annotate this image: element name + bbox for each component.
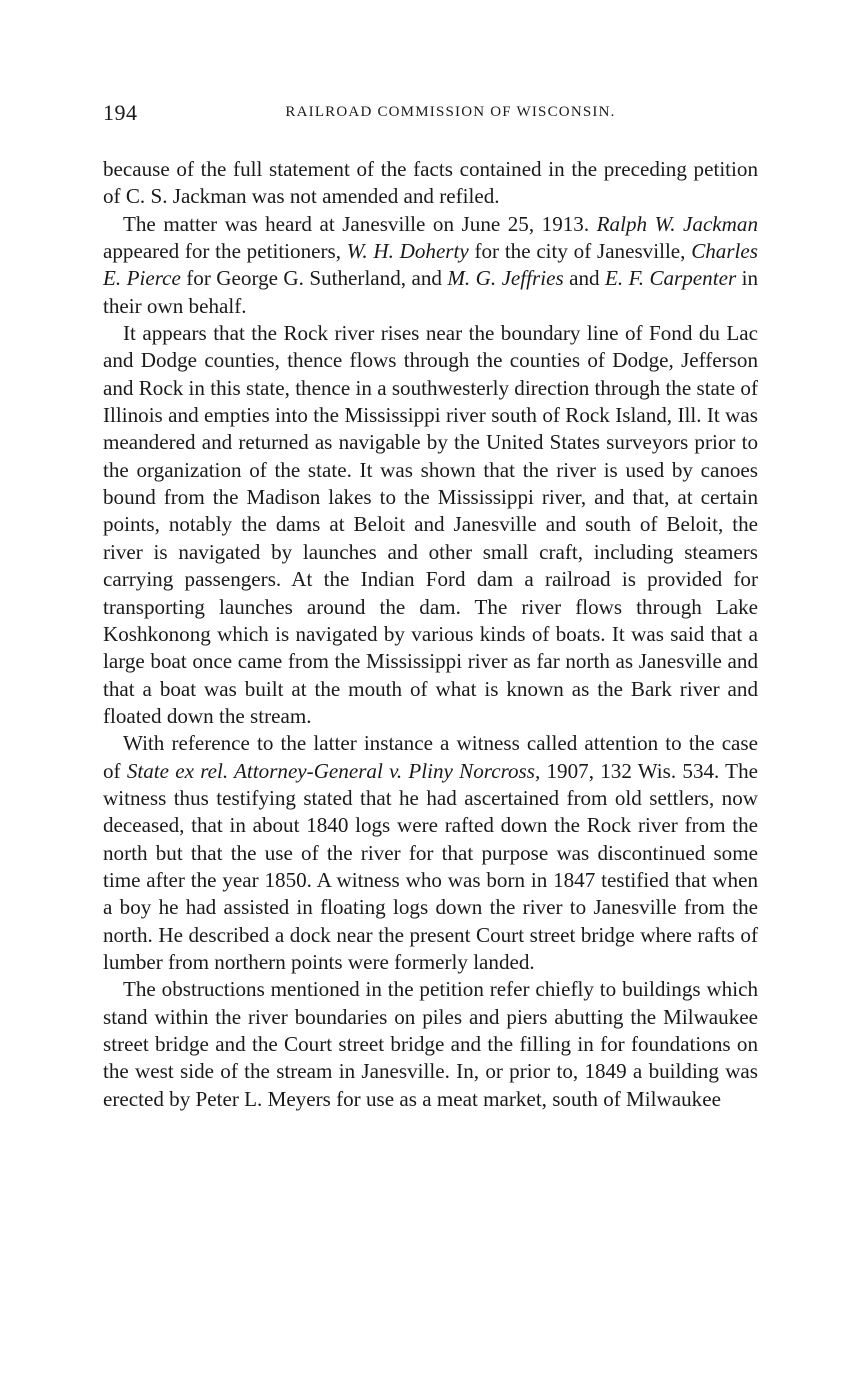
paragraph <box>103 320 758 730</box>
paragraph <box>103 211 758 320</box>
paragraph <box>103 976 758 1113</box>
text-segment: appeared for the petitioners, <box>103 239 347 264</box>
text-segment: in their own behalf. <box>103 266 758 318</box>
text-segment: 1907, 132 Wis. 534. The witness thus testifying stated that he had ascertained from old settlers, now deceased, that in about 1840 logs were rafted down the Rock river from the north but that the use of the river for that purpose was discontinued some time after the year 1850. A witness who was born in 1847 testified that when a boy he had assisted in floating logs down the river to Janesville from the north. He described a dock near the present Court street bridge where rafts of lumber from northern points were formerly landed. <box>103 758 758 974</box>
text-segment: and <box>563 266 605 291</box>
italic-text: W. H. Doherty <box>346 239 469 264</box>
paragraph <box>103 156 758 211</box>
paragraph <box>103 730 758 976</box>
text-segment: It appears that the Rock river rises near the boundary line of Fond du Lac and Dodge counties, thence flows through the counties of Dodge, Jefferson and Rock in this state, thence in a southwesterly direction through the state of Illinois and empties into the Mississippi river south of Rock Island, Ill. It was meandered and returned as navigable by the United States surveyors prior to the organization of the state. It was shown that the river is used by canoes bound from the Madison lakes to the Mississippi river, and that, at certain points, notably the dams at Beloit and Janesville and south of Beloit, the river is navigated by launches and other small craft, including steamers carrying passengers. At the Indian Ford dam a railroad is provided for transporting launches around the dam. The river flows through Lake Koshkonong which is navigated by various kinds of boats. It was said that a large boat once came from the Mississippi river as far north as Janesville and that a boat was built at the mouth of what is known as the Bark river and floated down the stream. <box>103 321 758 728</box>
italic-text: E. F. Carpenter <box>604 266 737 291</box>
text-segment: for the city of Janesville, <box>468 239 692 264</box>
page-header <box>103 100 758 130</box>
italic-text: Charles E. Pierce <box>103 239 758 291</box>
running-title: RAILROAD COMMISSION OF WISCONSIN. <box>285 104 616 120</box>
body-text <box>103 156 758 1113</box>
text-segment: because of the full statement of the facts contained in the preceding petition of C. S. Jackman was not amended and refiled. <box>103 157 758 209</box>
italic-text: Ralph W. Jackman <box>596 211 758 236</box>
page-number: 194 <box>103 100 138 125</box>
italic-text: State ex rel. Attorney-General v. Pliny Norcross, <box>126 758 541 783</box>
text-segment: for George G. Sutherland, and <box>180 266 448 291</box>
text-segment: The obstructions mentioned in the petition refer chiefly to buildings which stand within the river boundaries on piles and piers abutting the Milwaukee street bridge and the Court street bridge and the filling in for foundations on the west side of the stream in Janesville. In, or prior to, 1849 a building was erected by Peter L. Meyers for use as a meat market, south of Milwaukee <box>103 977 758 1111</box>
text-segment: With reference to the latter instance a witness called attention to the case of <box>103 731 758 783</box>
text-segment: The matter was heard at Janesville on June 25, 1913. <box>123 211 597 236</box>
italic-text: M. G. Jeffries <box>447 266 564 291</box>
